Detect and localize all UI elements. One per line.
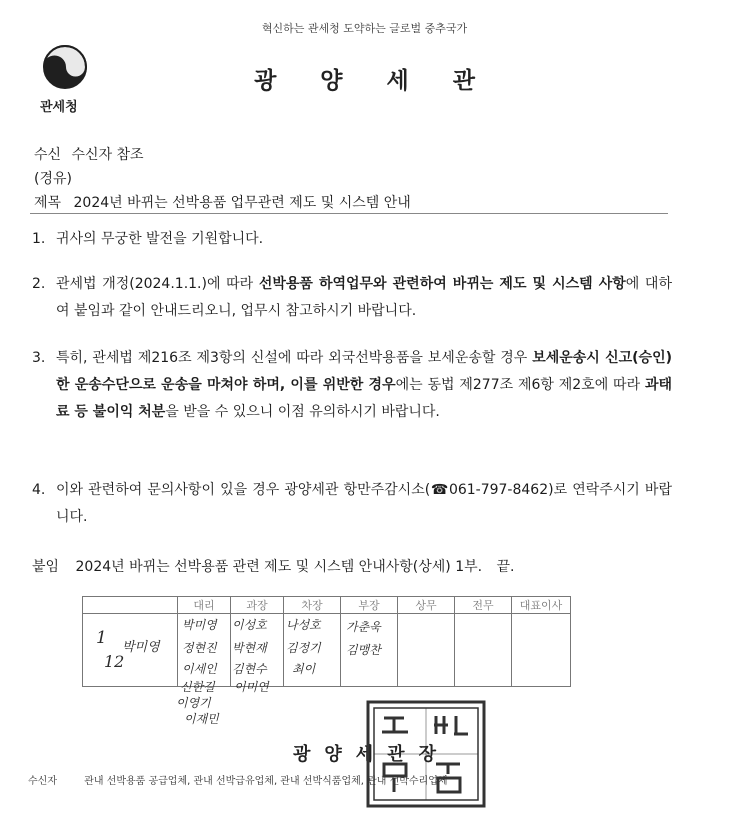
attachment-text: 2024년 바뀌는 선박용품 관련 제도 및 시스템 안내사항(상세) 1부.	[75, 559, 483, 575]
paragraph-2-text-c: 에 대하여 붙임과 같이 안내드리오니, 업무시 참고하시기 바랍니다.	[56, 276, 672, 319]
paragraph-2	[32, 271, 672, 325]
attachment-line	[32, 556, 515, 576]
paragraph-1	[32, 226, 672, 253]
paragraph-4-number: 4.	[32, 482, 46, 498]
contact-phone: 061-797-8462	[448, 482, 549, 498]
approval-header-jeonmu: 전무	[455, 597, 512, 614]
agency-name: 관세청	[40, 100, 78, 115]
paragraph-3-text-a: 특히, 관세법 제216조 제3항의 신설에 따라 외국선박용품을 보세운송할 경우	[56, 350, 533, 366]
gwajang-signature-1: 이성호	[232, 618, 267, 632]
paragraph-3-text-e: 을 받을 수 있으니 이점 유의하시기 바랍니다.	[165, 404, 440, 420]
recipients-label: 수신자	[28, 776, 57, 787]
official-seal	[364, 698, 488, 810]
paragraph-2-text-a: 관세법 개정(2024.1.1.)에 따라	[56, 276, 259, 292]
paragraph-1-text: 귀사의 무궁한 발전을 기원합니다.	[56, 231, 264, 247]
approval-header-chajang: 차장	[284, 597, 341, 614]
via-line: (경유)	[34, 171, 72, 187]
office-title: 광양세관	[254, 68, 519, 94]
extra-signature-2: 이미연	[234, 680, 269, 694]
attachment-end: 끝.	[496, 559, 515, 575]
bujang-signature-2: 김맹찬	[346, 643, 381, 657]
header-divider	[30, 213, 668, 214]
daeri-signature-1: 박미영	[182, 618, 217, 632]
gwajang-signature-2: 박현재	[232, 641, 267, 655]
paragraph-4-text-b: )로 연락주시기 바랍니다.	[56, 482, 672, 525]
approval-header-bujang: 부장	[341, 597, 398, 614]
approval-cell-sangmu	[398, 614, 455, 687]
paragraph-2-number: 2.	[32, 276, 46, 292]
gwajang-signature-3: 김현수	[232, 662, 267, 676]
daeri-signature-3: 이세인	[182, 662, 217, 676]
recipients-list: 관내 선박용품 공급업체, 관내 선박급유업체, 관내 선박식품업체, 관내 선박수리업체	[84, 776, 448, 787]
approval-header-daeri: 대리	[178, 597, 231, 614]
attachment-label: 붙임	[32, 559, 60, 575]
paragraph-1-number: 1.	[32, 231, 46, 247]
chajang-signature-1: 나성호	[286, 618, 321, 632]
approval-month: 1	[96, 628, 107, 648]
chajang-signature-3: 최이	[292, 662, 316, 676]
daeri-signature-2: 정현진	[182, 641, 217, 655]
sender-title: 광양세관장	[293, 744, 450, 765]
government-slogan: 혁신하는 관세청 도약하는 글로벌 중추국가	[261, 22, 468, 35]
paragraph-2-emphasis: 선박용품 하역업무와 관련하여 바뀌는 제도 및 시스템 사항	[258, 276, 626, 292]
paragraph-3-emphasis-1: 보세운송시 신고(승인)한 운송수단으로 운송을 마쳐야 하며, 이를 위반한 경우	[56, 350, 673, 393]
extra-signature-3: 이영기	[176, 696, 211, 710]
paragraph-4-text-a: 이와 관련하여 문의사항이 있을 경우 광양세관 항만주감시소(	[56, 482, 431, 498]
approval-cell-jeonmu	[455, 614, 512, 687]
recipient-label: 수신	[34, 147, 62, 163]
recipients-line	[28, 772, 448, 787]
recipient-line	[34, 144, 144, 164]
paragraph-3-emphasis-2: 과태료 등 불이익 처분	[56, 377, 672, 420]
approval-day: 12	[104, 652, 125, 671]
subject-label: 제목	[34, 195, 62, 211]
paragraph-3-number: 3.	[32, 350, 46, 366]
approval-header-gwajang: 과장	[231, 597, 284, 614]
subject-value: 2024년 바뀌는 선박용품 업무관련 제도 및 시스템 안내	[73, 195, 411, 211]
extra-signature-4: 이재민	[184, 712, 219, 726]
receiver-signature: 박미영	[122, 640, 160, 655]
paragraph-4	[32, 477, 672, 531]
paragraph-3	[32, 345, 672, 426]
extra-signature-1: 신한길	[180, 680, 215, 694]
approval-header-sangmu: 상무	[398, 597, 455, 614]
bujang-signature-1: 가춘욱	[346, 620, 381, 634]
paragraph-3-text-c: 에는 동법 제277조 제6항 제2호에 따라	[395, 377, 645, 393]
approval-corner-cell	[83, 597, 178, 614]
subject-line	[34, 192, 411, 212]
approval-header-ceo: 대표이사	[512, 597, 571, 614]
approval-cell-ceo	[512, 614, 571, 687]
seal-stamp-icon	[364, 698, 488, 810]
chajang-signature-2: 김정기	[286, 641, 321, 655]
recipient-value: 수신자 참조	[71, 147, 144, 163]
phone-icon: ☎	[430, 482, 449, 498]
